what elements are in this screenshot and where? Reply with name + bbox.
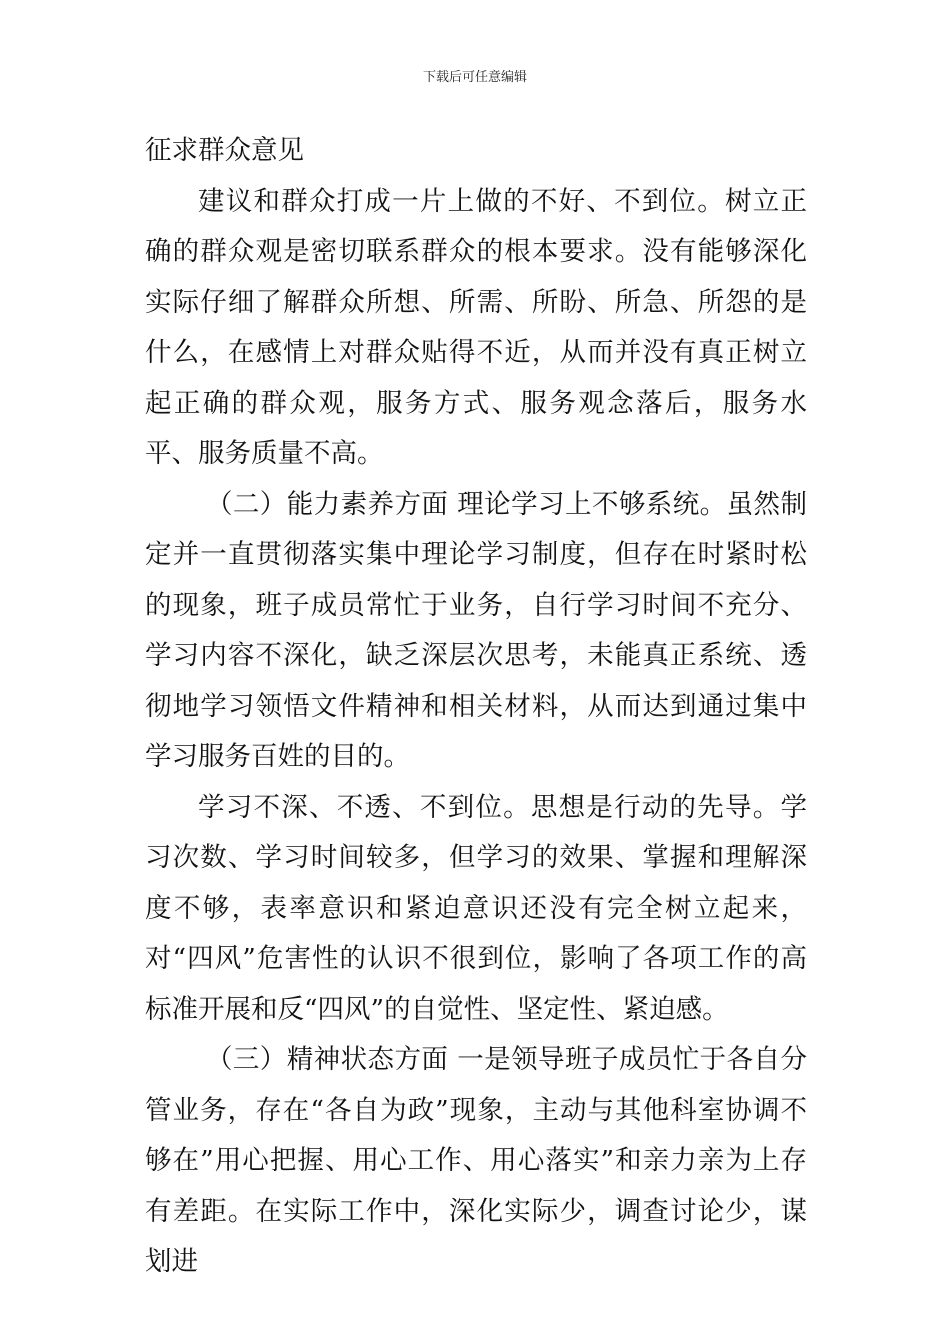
paragraph-continuation: 征求群众意见 — [145, 135, 304, 166]
page-header-note: 下载后可任意编辑 — [422, 70, 527, 85]
paragraph-spirit-section: （三）精神状态方面 一是领导班子成员忙于各自分管业务，存在“各自为政”现象，主动与其他科室协调不够在”用心把握、用心工作、用心落实”和亲力亲为上存有差距。在实际工作中，深化实际少，调查讨论少，谋划进 — [145, 1044, 807, 1277]
paragraph-ability-section: （二）能力素养方面 理论学习上不够系统。虽然制定并一直贯彻落实集中理论学习制度，但存在时紧时松的现象，班子成员常忙于业务，自行学习时间不充分、学习内容不深化，缺乏深层次思考，未能真正系统、透彻地学习领悟文件精神和相关材料，从而达到通过集中学习服务百姓的目的。 — [145, 488, 807, 772]
paragraph-study-depth: 学习不深、不透、不到位。思想是行动的先导。学习次数、学习时间较多，但学习的效果、掌握和理解深度不够，表率意识和紧迫意识还没有完全树立起来，对“四风”危害性的认识不很到位，影响了各项工作的高标准开展和反“四风”的自觉性、坚定性、紧迫感。 — [145, 791, 807, 1025]
document-body — [145, 126, 807, 1288]
paragraph-mass-line: 建议和群众打成一片上做的不好、不到位。树立正确的群众观是密切联系群众的根本要求。没有能够深化实际仔细了解群众所想、所需、所盼、所急、所怨的是什么，在感情上对群众贴得不近，从而并没有真正树立起正确的群众观，服务方式、服务观念落后，服务水平、服务质量不高。 — [145, 185, 807, 469]
